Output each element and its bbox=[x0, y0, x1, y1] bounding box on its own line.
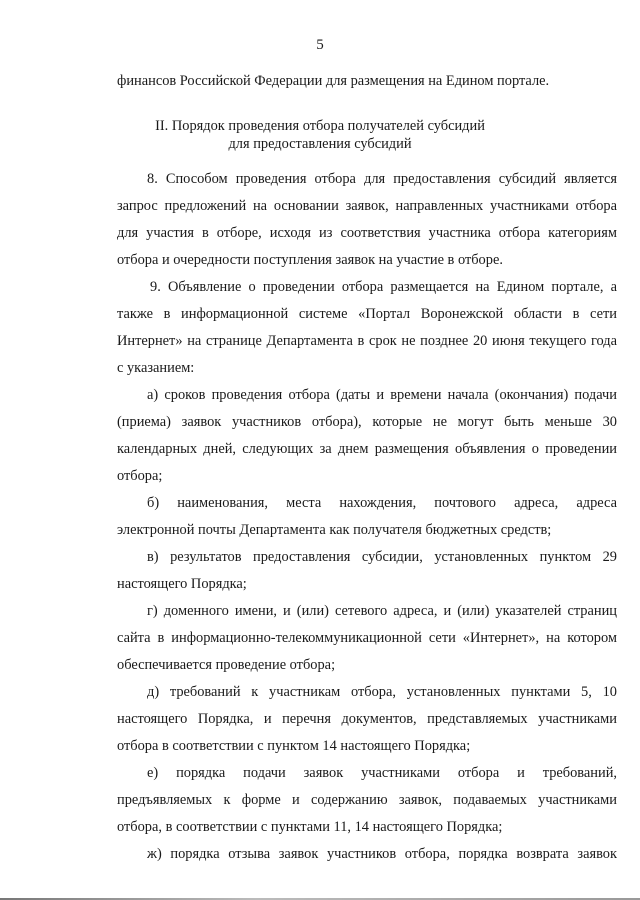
item-g-line-1: г) доменного имени, и (или) сетевого адреса, и (или) указателей страниц bbox=[147, 603, 617, 619]
item-a-line-1: а) сроков проведения отбора (даты и времени начала (окончания) подачи bbox=[147, 387, 617, 403]
clause-8-line-4: отбора и очередности поступления заявок на участие в отборе. bbox=[117, 252, 503, 268]
item-a-line-4: отбора; bbox=[117, 468, 163, 484]
item-a-line-2: (приема) заявок участников отбора), которые не могут быть меньше 30 bbox=[117, 414, 617, 430]
item-g-line-3: обеспечивается проведение отбора; bbox=[117, 657, 336, 673]
clause-9-line-1: 9. Объявление о проведении отбора размещается на Едином портале, а bbox=[150, 279, 617, 295]
item-b-line-1: б) наименования, места нахождения, почтового адреса, адреса bbox=[147, 495, 617, 511]
item-e-line-2: предъявляемых к форме и содержанию заявок, подаваемых участниками bbox=[117, 792, 617, 808]
page-number: 5 bbox=[316, 37, 324, 53]
clause-8-line-2: запрос предложений на основании заявок, направленных участниками отбора bbox=[117, 198, 617, 214]
item-g-line-2: сайта в информационно-телекоммуникационной сети «Интернет», на котором bbox=[117, 630, 617, 646]
item-d-line-2: настоящего Порядка, и перечня документов, представляемых участниками bbox=[117, 711, 617, 727]
clause-9-line-4: с указанием: bbox=[117, 360, 195, 376]
item-v-line-2: настоящего Порядка; bbox=[117, 576, 247, 592]
section-heading-line-2: для предоставления субсидий bbox=[228, 136, 412, 152]
item-e-line-3: отбора, в соответствии с пунктами 11, 14 настоящего Порядка; bbox=[117, 819, 503, 835]
clause-9-line-3: Интернет» на странице Департамента в срок не позднее 20 июня текущего года bbox=[117, 333, 617, 349]
item-e-line-1: е) порядка подачи заявок участниками отбора и требований, bbox=[147, 765, 617, 781]
item-a-line-3: календарных дней, следующих за днем размещения объявления о проведении bbox=[117, 441, 617, 457]
paragraph-continuation-line: финансов Российской Федерации для размещения на Едином портале. bbox=[117, 73, 550, 89]
item-b-line-2: электронной почты Департамента как получателя бюджетных средств; bbox=[117, 522, 552, 538]
item-v-line-1: в) результатов предоставления субсидии, установленных пунктом 29 bbox=[147, 549, 617, 565]
clause-8-line-3: для участия в отборе, исходя из соответствия участника отбора категориям bbox=[117, 225, 617, 241]
section-heading-line-1: II. Порядок проведения отбора получателей субсидий bbox=[155, 118, 485, 134]
item-d-line-1: д) требований к участникам отбора, установленных пунктами 5, 10 bbox=[147, 684, 617, 700]
clause-9-line-2: также в информационной системе «Портал Воронежской области в сети bbox=[117, 306, 617, 322]
item-d-line-3: отбора в соответствии с пунктом 14 настоящего Порядка; bbox=[117, 738, 471, 754]
item-zh-line-1: ж) порядка отзыва заявок участников отбора, порядка возврата заявок bbox=[147, 846, 617, 862]
clause-8-line-1: 8. Способом проведения отбора для предоставления субсидий является bbox=[147, 171, 617, 187]
